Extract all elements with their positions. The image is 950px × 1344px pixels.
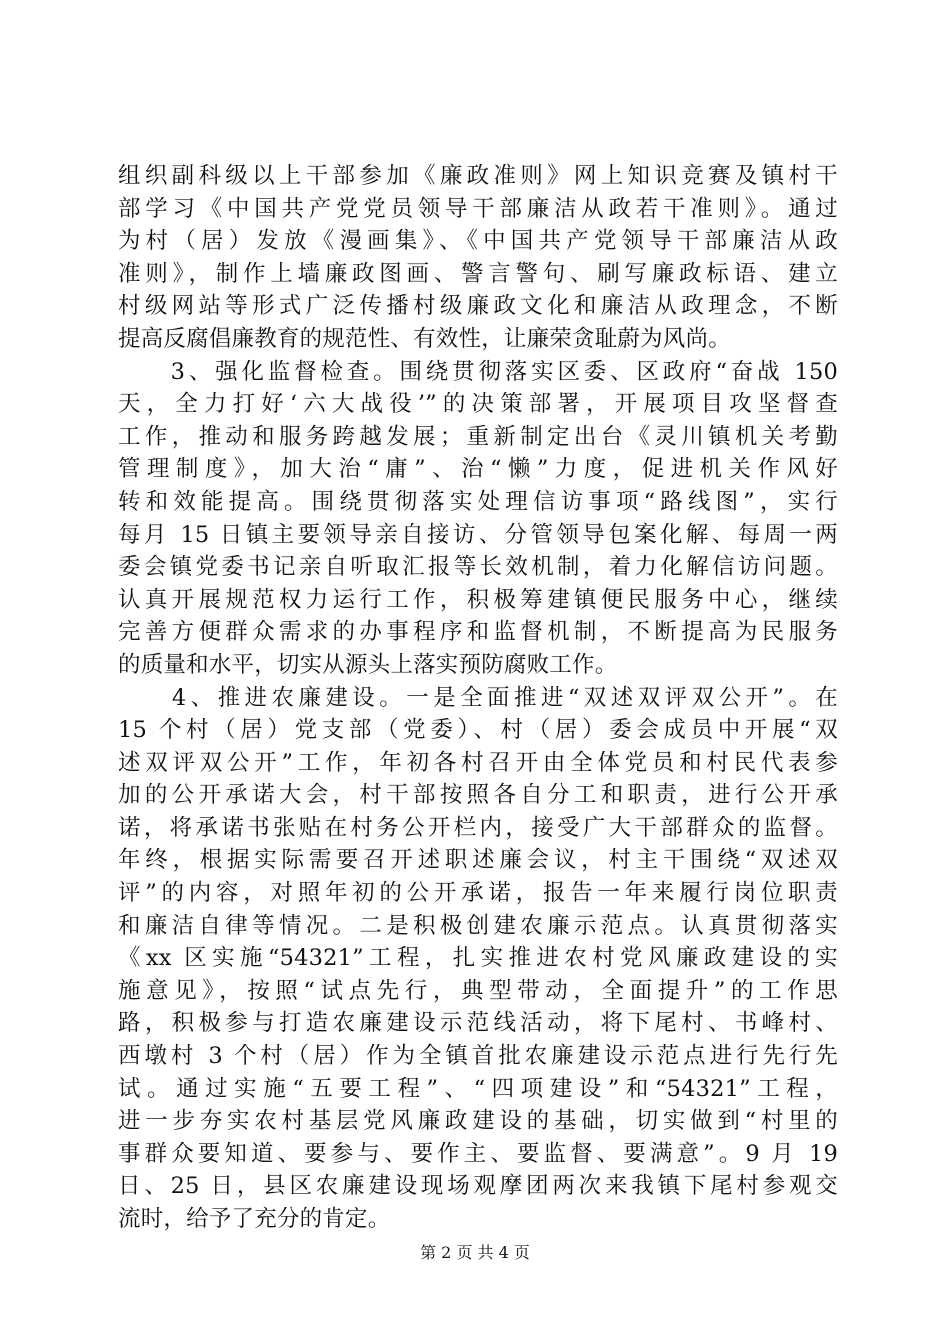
text-line: 施意见》，按照“试点先行，典型带动，全面提升”的工作思 xyxy=(118,977,838,1004)
text-line: 流时，给予了充分的肯定。 xyxy=(118,1206,391,1232)
text-line: 部学习《中国共产党党员领导干部廉洁从政若干准则》。通过 xyxy=(118,195,838,222)
text-line: 委会镇党委书记亲自听取汇报等长效机制，着力化解信访问题。 xyxy=(118,554,838,581)
page-footer: 第 2 页 共 4 页 xyxy=(420,1243,530,1262)
text-line: 试。通过实施“五要工程”、“四项建设”和“54321”工程， xyxy=(118,1075,838,1102)
text-line: 路，积极参与打造农廉建设示范线活动，将下尾村、书峰村、 xyxy=(118,1010,838,1037)
text-line: 工作，推动和服务跨越发展；重新制定出台《灵川镇机关考勤 xyxy=(118,423,838,450)
paragraph xyxy=(118,160,838,356)
text-line: 诺，将承诺书张贴在村务公开栏内，接受广大干部群众的监督。 xyxy=(118,814,838,841)
text-line: 每月 15 日镇主要领导亲自接访、分管领导包案化解、每周一两 xyxy=(118,521,838,548)
paragraph xyxy=(118,682,838,1236)
text-line: 年终，根据实际需要召开述职述廉会议，村主干围绕“双述双 xyxy=(118,847,838,874)
paragraph xyxy=(118,356,838,682)
text-line: 述双评双公开”工作，年初各村召开由全体党员和村民代表参 xyxy=(118,749,838,776)
text-line: 为村（居）发放《漫画集》、《中国共产党领导干部廉洁从政 xyxy=(118,228,838,255)
text-line: 3、强化监督检查。围绕贯彻落实区委、区政府“奋战 150 xyxy=(118,358,838,385)
text-line: 转和效能提高。围绕贯彻落实处理信访事项“路线图”，实行 xyxy=(118,488,838,515)
text-line: 加的公开承诺大会，村干部按照各自分工和职责，进行公开承 xyxy=(118,782,838,809)
text-line: 认真开展规范权力运行工作，积极筹建镇便民服务中心，继续 xyxy=(118,586,838,613)
text-line: 评”的内容，对照年初的公开承诺，报告一年来履行岗位职责 xyxy=(118,880,838,907)
text-line: 西墩村 3 个村（居）作为全镇首批农廉建设示范点进行先行先 xyxy=(118,1043,838,1070)
text-line: 日、25 日，县区农廉建设现场观摩团两次来我镇下尾村参观交 xyxy=(118,1173,838,1200)
text-line: 准则》，制作上墙廉政图画、警言警句、刷写廉政标语、建立 xyxy=(118,260,838,287)
text-line: 完善方便群众需求的办事程序和监督机制，不断提高为民服务 xyxy=(118,619,838,646)
text-line: 村级网站等形式广泛传播村级廉政文化和廉洁从政理念，不断 xyxy=(118,293,838,320)
text-line: 《xx 区实施“54321”工程，扎实推进农村党风廉政建设的实 xyxy=(118,945,838,972)
text-line: 15 个村（居）党支部（党委）、村（居）委会成员中开展“双 xyxy=(118,717,838,744)
text-line: 天，全力打好‘六大战役’”的决策部署，开展项目攻坚督查 xyxy=(118,391,838,418)
text-line: 管理制度》，加大治“庸”、治“懒”力度，促进机关作风好 xyxy=(118,456,838,483)
text-line: 组织副科级以上干部参加《廉政准则》网上知识竞赛及镇村干 xyxy=(118,163,838,189)
text-line: 4、推进农廉建设。一是全面推进“双述双评双公开”。在 xyxy=(118,684,838,711)
text-line: 事群众要知道、要参与、要作主、要监督、要满意”。9 月 19 xyxy=(118,1140,838,1167)
text-line: 的质量和水平，切实从源头上落实预防腐败工作。 xyxy=(118,651,618,678)
text-line: 进一步夯实农村基层党风廉政建设的基础，切实做到“村里的 xyxy=(118,1108,838,1135)
document-body xyxy=(118,160,838,1236)
text-line: 和廉洁自律等情况。二是积极创建农廉示范点。认真贯彻落实 xyxy=(118,912,838,939)
text-line: 提高反腐倡廉教育的规范性、有效性，让廉荣贪耻蔚为风尚。 xyxy=(118,325,731,352)
